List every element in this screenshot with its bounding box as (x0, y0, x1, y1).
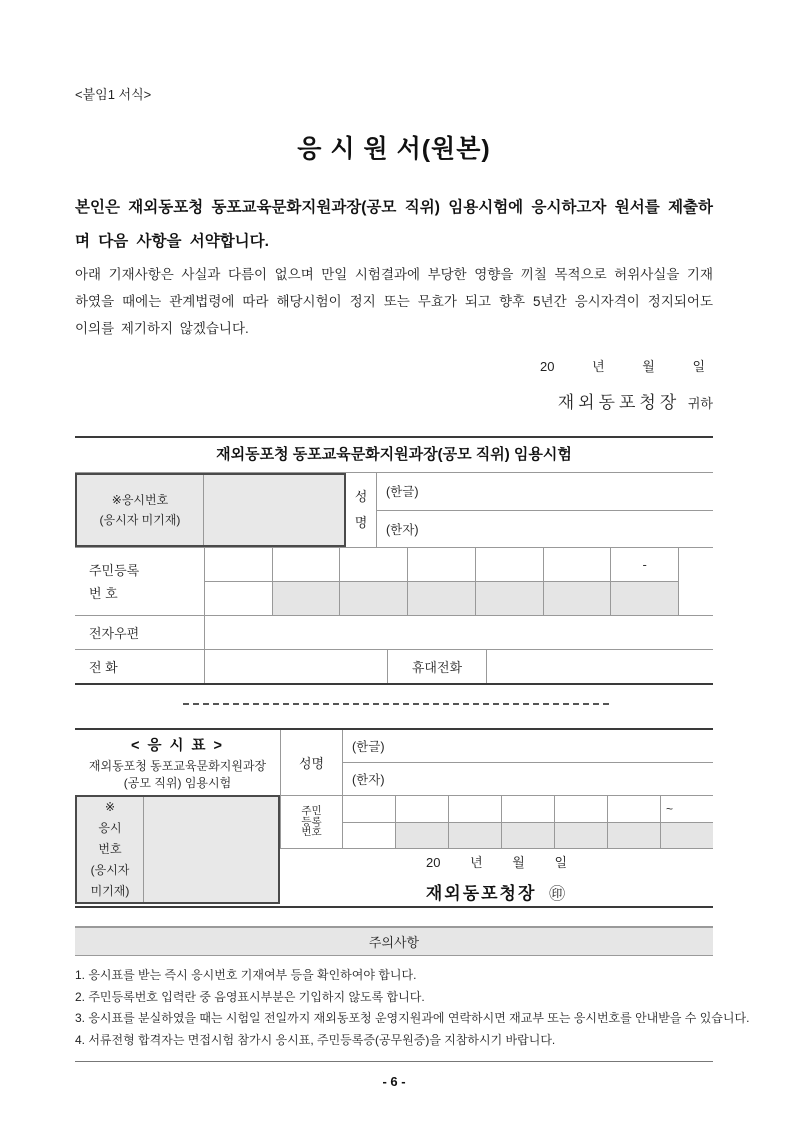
exam-number-label (77, 475, 204, 545)
notice-item: 2. 주민등록번호 입력란 중 음영표시부분은 기입하지 않도록 합니다. (75, 989, 425, 1004)
slip-exam-no-line2: 응시 (98, 821, 122, 835)
digit-cell (449, 796, 502, 822)
slip-issuer (426, 879, 567, 904)
resident-label-line1: 주민등록 (89, 562, 140, 578)
digit-cell (205, 548, 273, 581)
digit-cell (205, 582, 273, 615)
exam-number-blank-cell (204, 475, 344, 545)
addressee: 재외동포청장 (557, 393, 681, 412)
tilde-cell: ~ (666, 801, 674, 816)
slip-date-year-label: 년 (470, 854, 483, 870)
application-table (75, 472, 713, 685)
digit-cell-shaded (449, 823, 502, 849)
digit-cell (555, 796, 608, 822)
name-label (346, 473, 377, 547)
date-year-label: 년 (592, 359, 605, 374)
digit-cell (408, 548, 476, 581)
digit-cell-shaded (555, 823, 608, 849)
digit-cell (396, 796, 449, 822)
resident-label-line2: 번 호 (89, 585, 118, 601)
phone-row (75, 650, 713, 683)
addressee-line (75, 388, 713, 413)
digit-cell-shaded (502, 823, 555, 849)
exam-slip-subtitle-line2: (공모 직위) 임용시험 (123, 775, 232, 790)
slip-resident-back-row (343, 823, 713, 849)
slip-exam-number-blank-cell (144, 797, 278, 902)
slip-exam-number-box (75, 795, 280, 904)
digit-cell (544, 548, 612, 581)
resident-number-spacer (679, 548, 713, 615)
digit-cell (340, 548, 408, 581)
issuer-name: 재외동포청장 (425, 883, 537, 903)
notice-item: 1. 응시표를 받는 즉시 응시번호 기재여부 등을 확인하여야 합니다. (75, 968, 417, 982)
attachment-label: <붙임1 서식> (75, 87, 152, 102)
addressee-suffix: 귀하 (687, 396, 713, 411)
slip-exam-no-line5: 미기재) (90, 884, 130, 898)
hyphen-cell: - (611, 548, 679, 581)
slip-date-month-label: 월 (512, 854, 525, 870)
notice-item: 3. 응시표를 분실하였을 때는 시험일 전일까지 재외동포청 운영지원과에 연락하시면 재교부 또는 응시번호를 안내받을 수 있습니다. (75, 1011, 750, 1025)
email-row (75, 616, 713, 650)
digit-cell (502, 796, 555, 822)
resident-number-row (75, 548, 713, 616)
digit-cell (608, 796, 661, 822)
seal-icon: ㊞ (549, 885, 568, 903)
slip-resident-front-row (343, 796, 713, 823)
slip-name-fields (343, 730, 713, 795)
digit-cell-shaded (661, 823, 713, 849)
resident-number-label (75, 548, 205, 615)
email-label: 전자우편 (75, 616, 205, 649)
digit-cell-shaded (408, 582, 476, 615)
slip-resident-number-label (281, 796, 343, 848)
slip-resident-label-line3: 번호 (301, 826, 322, 839)
table-row (75, 473, 713, 548)
notice-item: 4. 서류전형 합격자는 면접시험 참가시 응시표, 주민등록증(공무원증)을 지참하시기 바랍니다. (75, 1032, 556, 1047)
digit-cell-shaded (611, 582, 679, 615)
slip-date-day-label: 일 (554, 854, 568, 870)
date-month-label: 월 (642, 359, 655, 374)
date-day-label: 일 (692, 359, 705, 374)
exam-slip-subtitle (89, 758, 266, 792)
digit-cell-shaded (273, 582, 341, 615)
digit-cell (343, 796, 396, 822)
slip-name-hangul-field: (한글) (343, 730, 713, 763)
slip-exam-no-line4: (응시자 (90, 863, 130, 877)
cut-line (183, 703, 609, 705)
slip-date-line (426, 852, 567, 871)
date-year-prefix: 20 (539, 359, 555, 374)
digit-cell-shaded (476, 582, 544, 615)
phone-value-cell (205, 650, 388, 683)
slip-name-label: 성명 (281, 730, 343, 795)
application-table-title: 재외동포청 동포교육문화지원과장(공모 직위) 임용시험 (216, 446, 572, 463)
page-title: 응 시 원 서(원본) (297, 135, 491, 163)
slip-resident-number-grid (343, 796, 713, 848)
exam-slip-title: < 응 시 표 > (130, 737, 225, 754)
exam-slip-right-column (280, 730, 713, 906)
digit-cell-shaded (608, 823, 661, 849)
digit-cell (343, 823, 396, 849)
pledge-statement: 본인은 재외동포청 동포교육문화지원과장(공모 직위) 임용시험에 응시하고자 원서를 제출하며 다음 사항을 서약합니다. (75, 199, 713, 250)
slip-exam-number-label (77, 797, 144, 902)
signature-date-line (75, 356, 713, 375)
slip-resident-number-row (280, 796, 713, 849)
email-value-cell (205, 616, 713, 649)
slip-resident-label-line1: 주민 (301, 805, 322, 818)
exam-slip-subtitle-line1: 재외동포청 동포교육문화지원과장 (88, 758, 267, 773)
exam-number-label-line2: (응시자 미기재) (99, 513, 181, 527)
mobile-value-cell (487, 650, 713, 683)
pledge-body: 아래 기재사항은 사실과 다름이 없으며 만일 시험결과에 부당한 영향을 끼칠 목적으로 허위사실을 기재하였을 때에는 관계법령에 따라 해당시험이 정지 또는 무효가 되고 향후 5년간 응시자격이 정지되어도 이의를 제기하지 않겠습니다. (75, 267, 713, 336)
digit-cell (273, 548, 341, 581)
digit-cell-shaded (396, 823, 449, 849)
slip-exam-no-line3: 번호 (98, 842, 122, 856)
slip-resident-label-line2: 등록 (301, 815, 322, 828)
slip-exam-no-line1: ※ (104, 800, 116, 814)
resident-number-grid (205, 548, 679, 615)
name-label-line2: 명 (354, 515, 368, 530)
name-fields (377, 473, 713, 547)
slip-name-row (280, 730, 713, 796)
slip-date-year-prefix: 20 (425, 854, 441, 870)
resident-number-front-row (205, 548, 679, 582)
slip-name-hanja-field: (한자) (352, 773, 385, 787)
exam-number-box (75, 473, 346, 547)
exam-number-label-line1: ※응시번호 (111, 493, 169, 507)
page-number: - 6 - (382, 1074, 406, 1089)
digit-cell-shaded (340, 582, 408, 615)
name-label-line1: 성 (354, 489, 368, 504)
digit-cell-shaded (544, 582, 612, 615)
phone-label: 전 화 (75, 650, 205, 683)
digit-cell (476, 548, 544, 581)
exam-slip-heading (75, 730, 280, 795)
slip-issue-area (280, 849, 713, 906)
notice-list (75, 956, 750, 1062)
name-hangul-field: (한글) (377, 473, 713, 511)
exam-slip-left-column (75, 730, 280, 906)
resident-number-back-row (205, 582, 679, 615)
notice-title: 주의사항 (75, 926, 713, 956)
mobile-label: 휴대전화 (388, 650, 487, 683)
notice-section (75, 926, 750, 1062)
name-hanja-field: (한자) (386, 522, 419, 537)
exam-slip-table (75, 728, 713, 908)
